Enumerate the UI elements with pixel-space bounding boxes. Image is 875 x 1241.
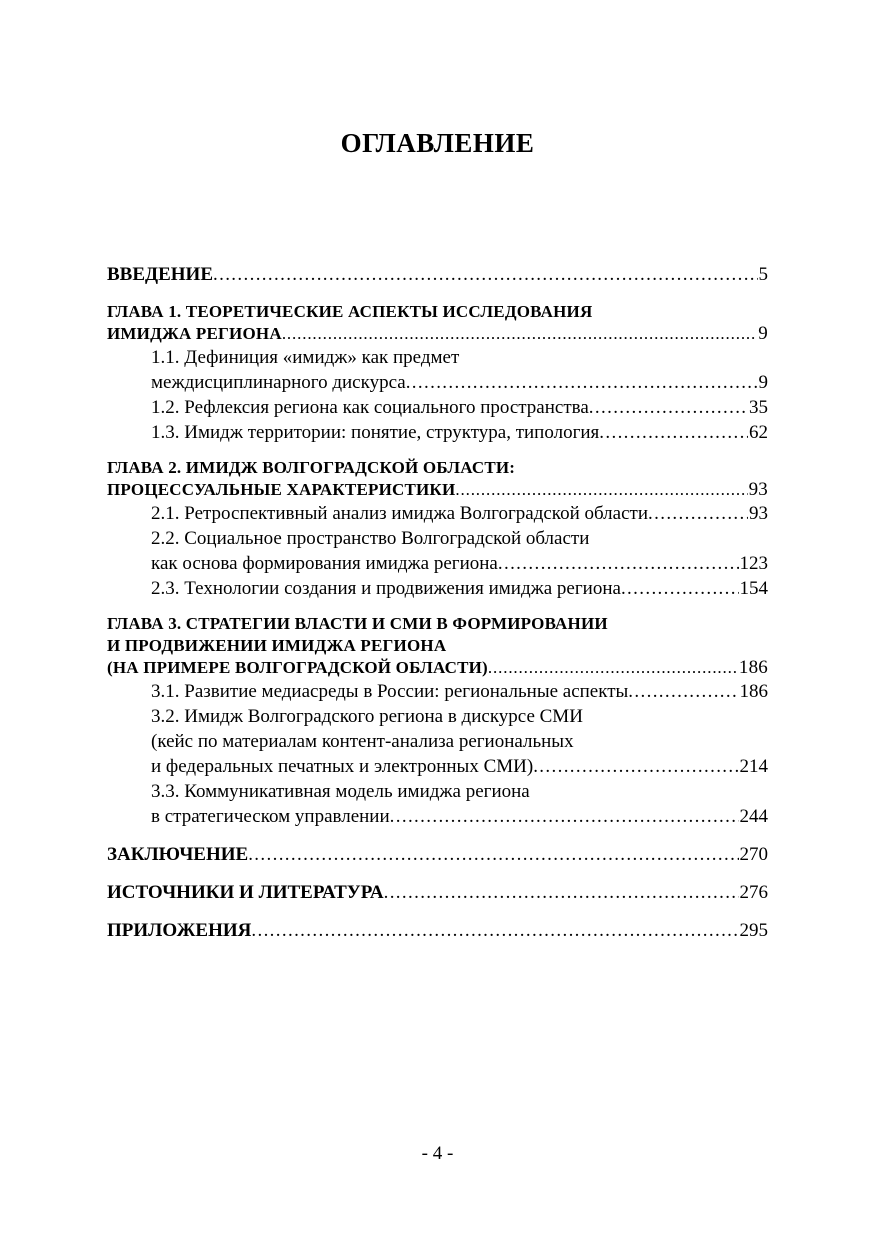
toc-entry-chapter1[interactable] [107,323,768,345]
toc-page-number: 270 [739,844,768,865]
dot-leader [488,657,738,679]
toc-entry-text: междисциплинарного дискурса [151,372,406,393]
toc-page-number: 276 [739,882,768,903]
dot-leader [455,479,747,501]
dot-leader [498,551,739,576]
toc-entry-text: (НА ПРИМЕРЕ ВОЛГОГРАДСКОЙ ОБЛАСТИ) [107,658,488,677]
toc-entry-text: и федеральных печатных и электронных СМИ) [151,756,534,777]
page-number-footer: - 4 - [421,1143,454,1164]
toc-entry-section-2-3[interactable] [107,576,768,601]
toc-entry-chapter3[interactable] [107,657,768,679]
toc-page-number: 186 [739,681,768,702]
dot-leader [251,918,738,943]
toc-page-number: 9 [758,372,768,393]
page-title: ОГЛАВЛЕНИЕ [340,128,535,158]
toc-entry-section-1-3[interactable] [107,420,768,445]
toc-entry-text: в стратегическом управлении [151,806,390,827]
toc-page-number: 93 [749,503,768,524]
toc-entry-text: как основа формирования имиджа региона [151,553,498,574]
toc-entry-text: 1.2. Рефлексия региона как социального пространства [151,397,589,418]
toc-entry-section-3-2[interactable] [107,754,768,779]
toc-entry-text: ИСТОЧНИКИ И ЛИТЕРАТУРА [107,882,384,903]
toc-page-number: 62 [749,422,768,443]
toc-page-number: 35 [749,397,768,418]
toc-page-number: 186 [738,657,768,678]
toc-entry-text: ЗАКЛЮЧЕНИЕ [107,844,249,865]
toc-page-number: 5 [758,264,768,285]
toc-entry-text: 2.1. Ретроспективный анализ имиджа Волгоградской области [151,503,649,524]
dot-leader [648,501,748,526]
dot-leader [384,880,739,905]
dot-leader [533,754,738,779]
toc-entry-text: ИМИДЖА РЕГИОНА [107,324,282,343]
toc-entry-section-1-2[interactable] [107,395,768,420]
toc-page-number: 93 [748,479,768,500]
dot-leader [621,576,739,601]
dot-leader [282,323,757,345]
toc-entry-section-1-1[interactable] [107,370,768,395]
toc-page-number: 244 [739,806,768,827]
toc-entry-text: 1.3. Имидж территории: понятие, структура, типология [151,422,600,443]
toc-chapter1-line1: ГЛАВА 1. ТЕОРЕТИЧЕСКИЕ АСПЕКТЫ ИССЛЕДОВАНИЯ [107,302,593,321]
toc-page-number: 9 [758,323,768,344]
toc-entry-text: 2.3. Технологии создания и продвижения имиджа региона [151,578,621,599]
dot-leader [406,370,758,395]
toc-entry-section-2-2[interactable] [107,551,768,576]
toc-page-number: 123 [739,553,768,574]
dot-leader [213,262,758,287]
dot-leader [599,420,748,445]
dot-leader [589,395,748,420]
toc-chapter3-line1: ГЛАВА 3. СТРАТЕГИИ ВЛАСТИ И СМИ В ФОРМИРОВАНИИ [107,614,608,633]
toc-section-3-3-line1: 3.3. Коммуникативная модель имиджа региона [151,781,530,802]
toc-entry-text: ПРИЛОЖЕНИЯ [107,920,252,941]
table-of-contents [107,262,768,943]
dot-leader [628,679,738,704]
toc-page-number: 295 [739,920,768,941]
toc-entry-appendix[interactable] [107,918,768,943]
toc-section-3-2-line1: 3.2. Имидж Волгоградского региона в дискурсе СМИ [151,706,583,727]
toc-chapter3-line2: И ПРОДВИЖЕНИИ ИМИДЖА РЕГИОНА [107,636,447,655]
toc-entry-text: ВВЕДЕНИЕ [107,264,213,285]
toc-entry-section-3-1[interactable] [107,679,768,704]
toc-entry-introduction[interactable] [107,262,768,287]
toc-entry-text: 3.1. Развитие медиасреды в России: региональные аспекты [151,681,629,702]
toc-entry-section-2-1[interactable] [107,501,768,526]
toc-entry-conclusion[interactable] [107,842,768,867]
toc-section-3-2-line2: (кейс по материалам контент-анализа региональных [151,731,574,752]
toc-entry-sources[interactable] [107,880,768,905]
toc-entry-text: ПРОЦЕССУАЛЬНЫЕ ХАРАКТЕРИСТИКИ [107,480,456,499]
toc-section-1-1-line1: 1.1. Дефиниция «имидж» как предмет [151,347,460,368]
toc-entry-chapter2[interactable] [107,479,768,501]
toc-section-2-2-line1: 2.2. Социальное пространство Волгоградской области [151,528,590,549]
dot-leader [248,842,738,867]
toc-chapter2-line1: ГЛАВА 2. ИМИДЖ ВОЛГОГРАДСКОЙ ОБЛАСТИ: [107,458,516,477]
toc-page-number: 214 [739,756,768,777]
toc-page-number: 154 [739,578,768,599]
dot-leader [390,804,739,829]
toc-entry-section-3-3[interactable] [107,804,768,829]
